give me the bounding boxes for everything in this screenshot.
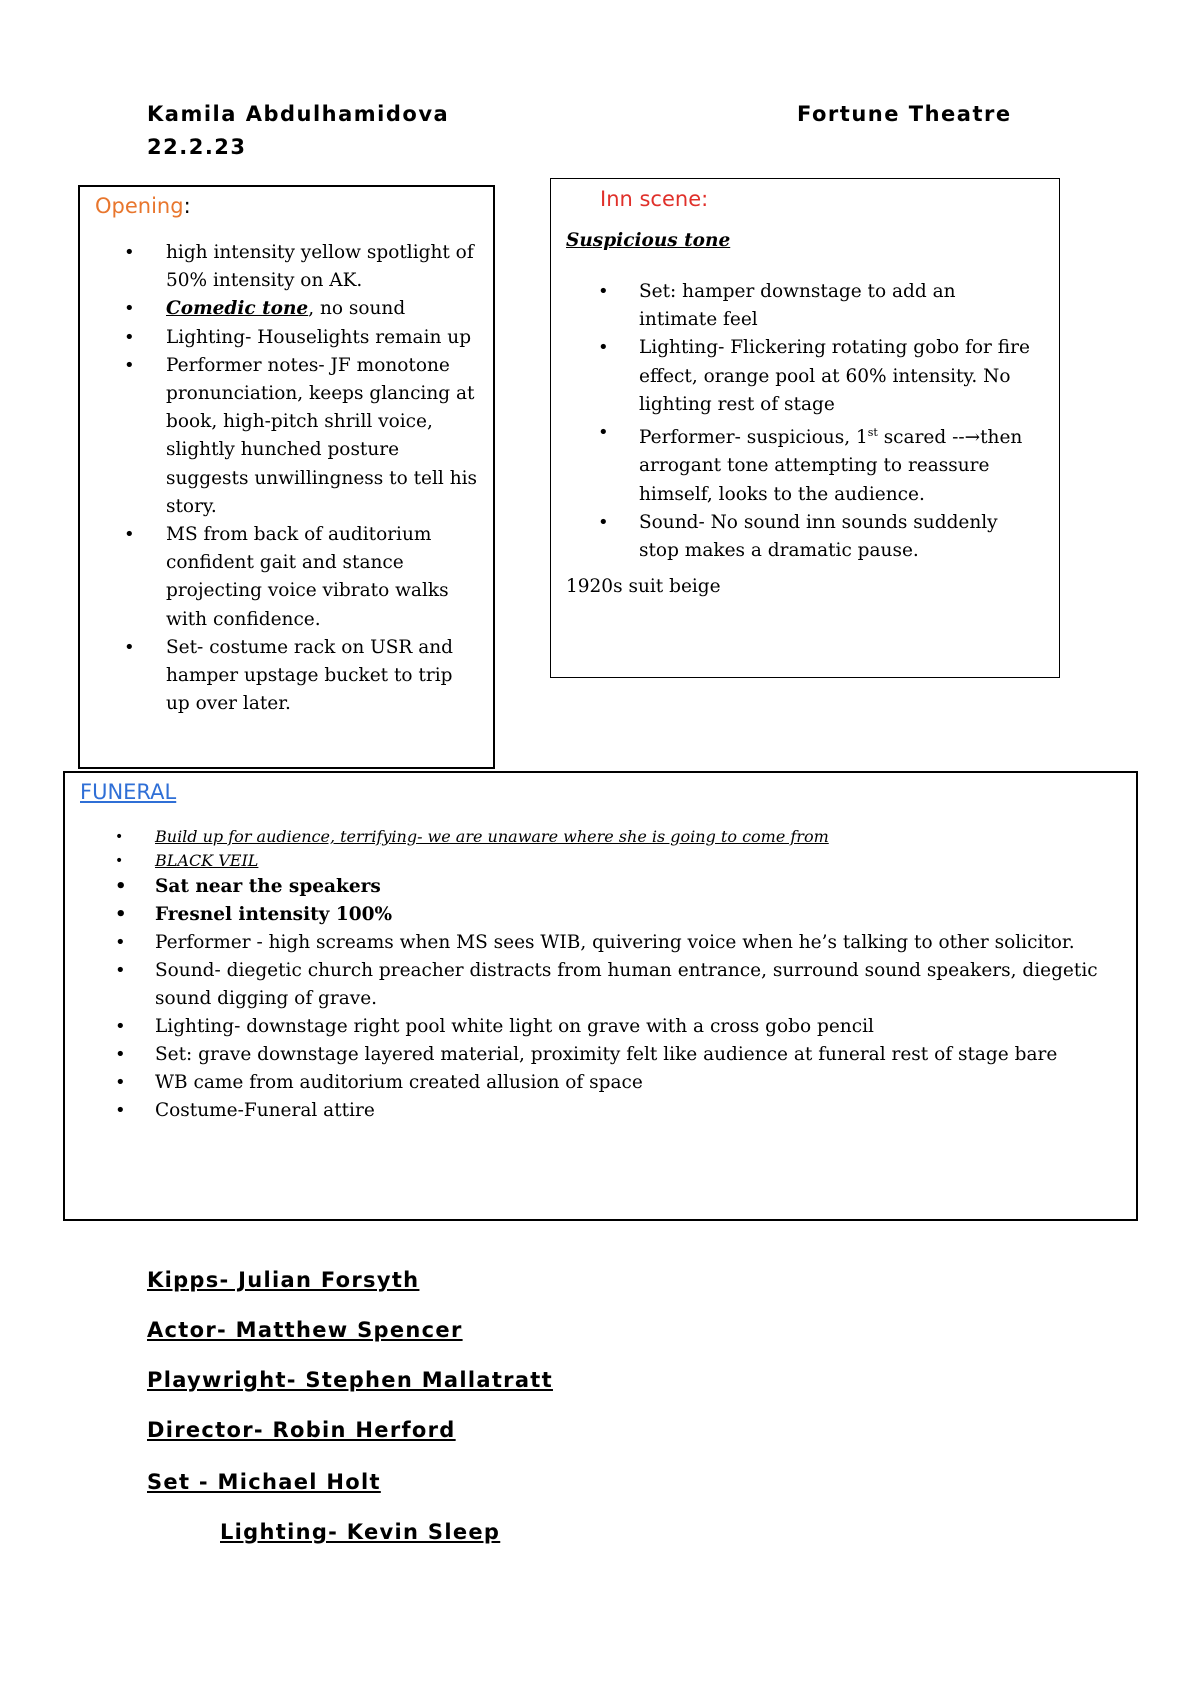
list-item-text: Lighting- Houselights remain up	[166, 326, 472, 348]
list-item	[115, 901, 1115, 929]
list-item	[115, 1041, 1115, 1069]
costume-note: 1920s suit beige	[566, 576, 721, 597]
list-item-text: Set: grave downstage layered material, proximity felt like audience at funeral rest of stage bare	[155, 1044, 1058, 1065]
list-item	[124, 352, 480, 521]
bullet-icon: •	[124, 354, 135, 376]
bullet-icon: •	[598, 337, 609, 359]
list-item-text: Set- costume rack on USR and hamper upstage bucket to trip up over later.	[166, 636, 454, 715]
list-item	[115, 873, 1115, 901]
inn-scene-list	[598, 278, 1038, 565]
bullet-icon: •	[115, 853, 124, 869]
list-item-text: BLACK VEIL	[155, 851, 259, 870]
list-item-text: Sound- No sound inn sounds suddenly stop makes a dramatic pause.	[639, 511, 998, 561]
list-item	[115, 1097, 1115, 1125]
list-item-text: WB came from auditorium created allusion of space	[155, 1072, 643, 1093]
bullet-icon: •	[124, 298, 135, 320]
list-item	[115, 849, 1115, 873]
bullet-icon: •	[598, 422, 609, 444]
credit-set: Set - Michael Holt	[147, 1470, 381, 1494]
list-item-text: Fresnel intensity 100%	[155, 904, 393, 925]
list-item-text: Build up for audience, terrifying- we are unaware where she is going to come from	[155, 827, 829, 846]
bullet-icon: •	[115, 829, 124, 845]
opening-title	[95, 194, 191, 218]
list-item-text: Lighting- downstage right pool white light on grave with a cross gobo pencil	[155, 1016, 874, 1037]
comedic-tone-emphasis: Comedic tone	[166, 298, 309, 320]
bullet-icon: •	[598, 511, 609, 533]
opening-title-colon: :	[183, 194, 191, 218]
credit-lighting: Lighting- Kevin Sleep	[220, 1520, 501, 1544]
list-item-text: , no sound	[308, 298, 406, 320]
inn-scene-subtitle: Suspicious tone	[566, 230, 731, 251]
funeral-title: FUNERAL	[80, 780, 177, 804]
funeral-box	[63, 771, 1138, 1221]
inn-scene-title: Inn scene:	[600, 187, 709, 211]
list-item-text: Performer notes- JF monotone pronunciation, keeps glancing at book, high-pitch shrill voice, slightly hunched posture suggests unwillingness to tell his story.	[166, 354, 478, 517]
opening-title-text: Opening	[95, 194, 184, 218]
list-item	[115, 1069, 1115, 1097]
list-item-text: Performer- suspicious, 1	[639, 427, 868, 449]
list-item	[115, 957, 1115, 1013]
list-item-text: Set: hamper downstage to add an intimate feel	[639, 281, 956, 331]
credit-playwright: Playwright- Stephen Mallatratt	[147, 1368, 553, 1392]
list-item	[124, 634, 480, 719]
list-item	[115, 1013, 1115, 1041]
bullet-icon: •	[115, 876, 127, 897]
credit-director: Director- Robin Herford	[147, 1418, 456, 1442]
bullet-icon: •	[124, 326, 135, 348]
list-item-text: Sound- diegetic church preacher distracts from human entrance, surround sound speakers, diegetic sound digging of grave.	[155, 960, 1098, 1009]
list-item	[115, 929, 1115, 957]
list-item-text: Performer - high screams when MS sees WIB, quivering voice when he’s talking to other solicitor.	[155, 932, 1075, 953]
list-item	[598, 278, 1038, 334]
list-item	[598, 419, 1038, 509]
list-item	[115, 825, 1115, 849]
bullet-icon: •	[598, 281, 609, 302]
opening-notes-box	[78, 185, 495, 769]
bullet-icon: •	[124, 524, 135, 546]
bullet-icon: •	[124, 636, 135, 658]
list-item	[598, 334, 1038, 419]
bullet-icon: •	[115, 1044, 126, 1065]
superscript: st	[867, 426, 878, 440]
bullet-icon: •	[115, 960, 126, 981]
funeral-list	[115, 825, 1115, 1125]
list-item-text: Lighting- Flickering rotating gobo for fire effect, orange pool at 60% intensity. No lighting rest of stage	[639, 337, 1030, 415]
list-item-text: Sat near the speakers	[155, 876, 381, 897]
date: 22.2.23	[147, 135, 247, 159]
list-item	[124, 239, 480, 295]
list-item	[124, 521, 480, 634]
bullet-icon: •	[124, 242, 135, 263]
list-item-text: high intensity yellow spotlight of 50% intensity on AK.	[166, 242, 474, 292]
bullet-icon: •	[115, 904, 127, 925]
list-item-text: scared --→then arrogant tone attempting to reassure himself, looks to the audience.	[639, 427, 1023, 505]
author-name: Kamila Abdulhamidova	[147, 102, 450, 126]
opening-list	[124, 239, 480, 718]
bullet-icon: •	[115, 1016, 126, 1037]
list-item	[598, 509, 1038, 565]
inn-scene-box	[550, 178, 1060, 678]
list-item	[124, 324, 480, 352]
list-item	[124, 295, 480, 323]
credit-kipps: Kipps- Julian Forsyth	[147, 1268, 420, 1292]
list-item-text: Costume-Funeral attire	[155, 1100, 375, 1121]
bullet-icon: •	[115, 1100, 126, 1121]
bullet-icon: •	[115, 932, 126, 953]
bullet-icon: •	[115, 1072, 126, 1093]
credit-actor: Actor- Matthew Spencer	[147, 1318, 463, 1342]
list-item-text: MS from back of auditorium confident gait and stance projecting voice vibrato walks with confidence.	[166, 524, 449, 630]
theatre-name: Fortune Theatre	[797, 102, 1012, 126]
